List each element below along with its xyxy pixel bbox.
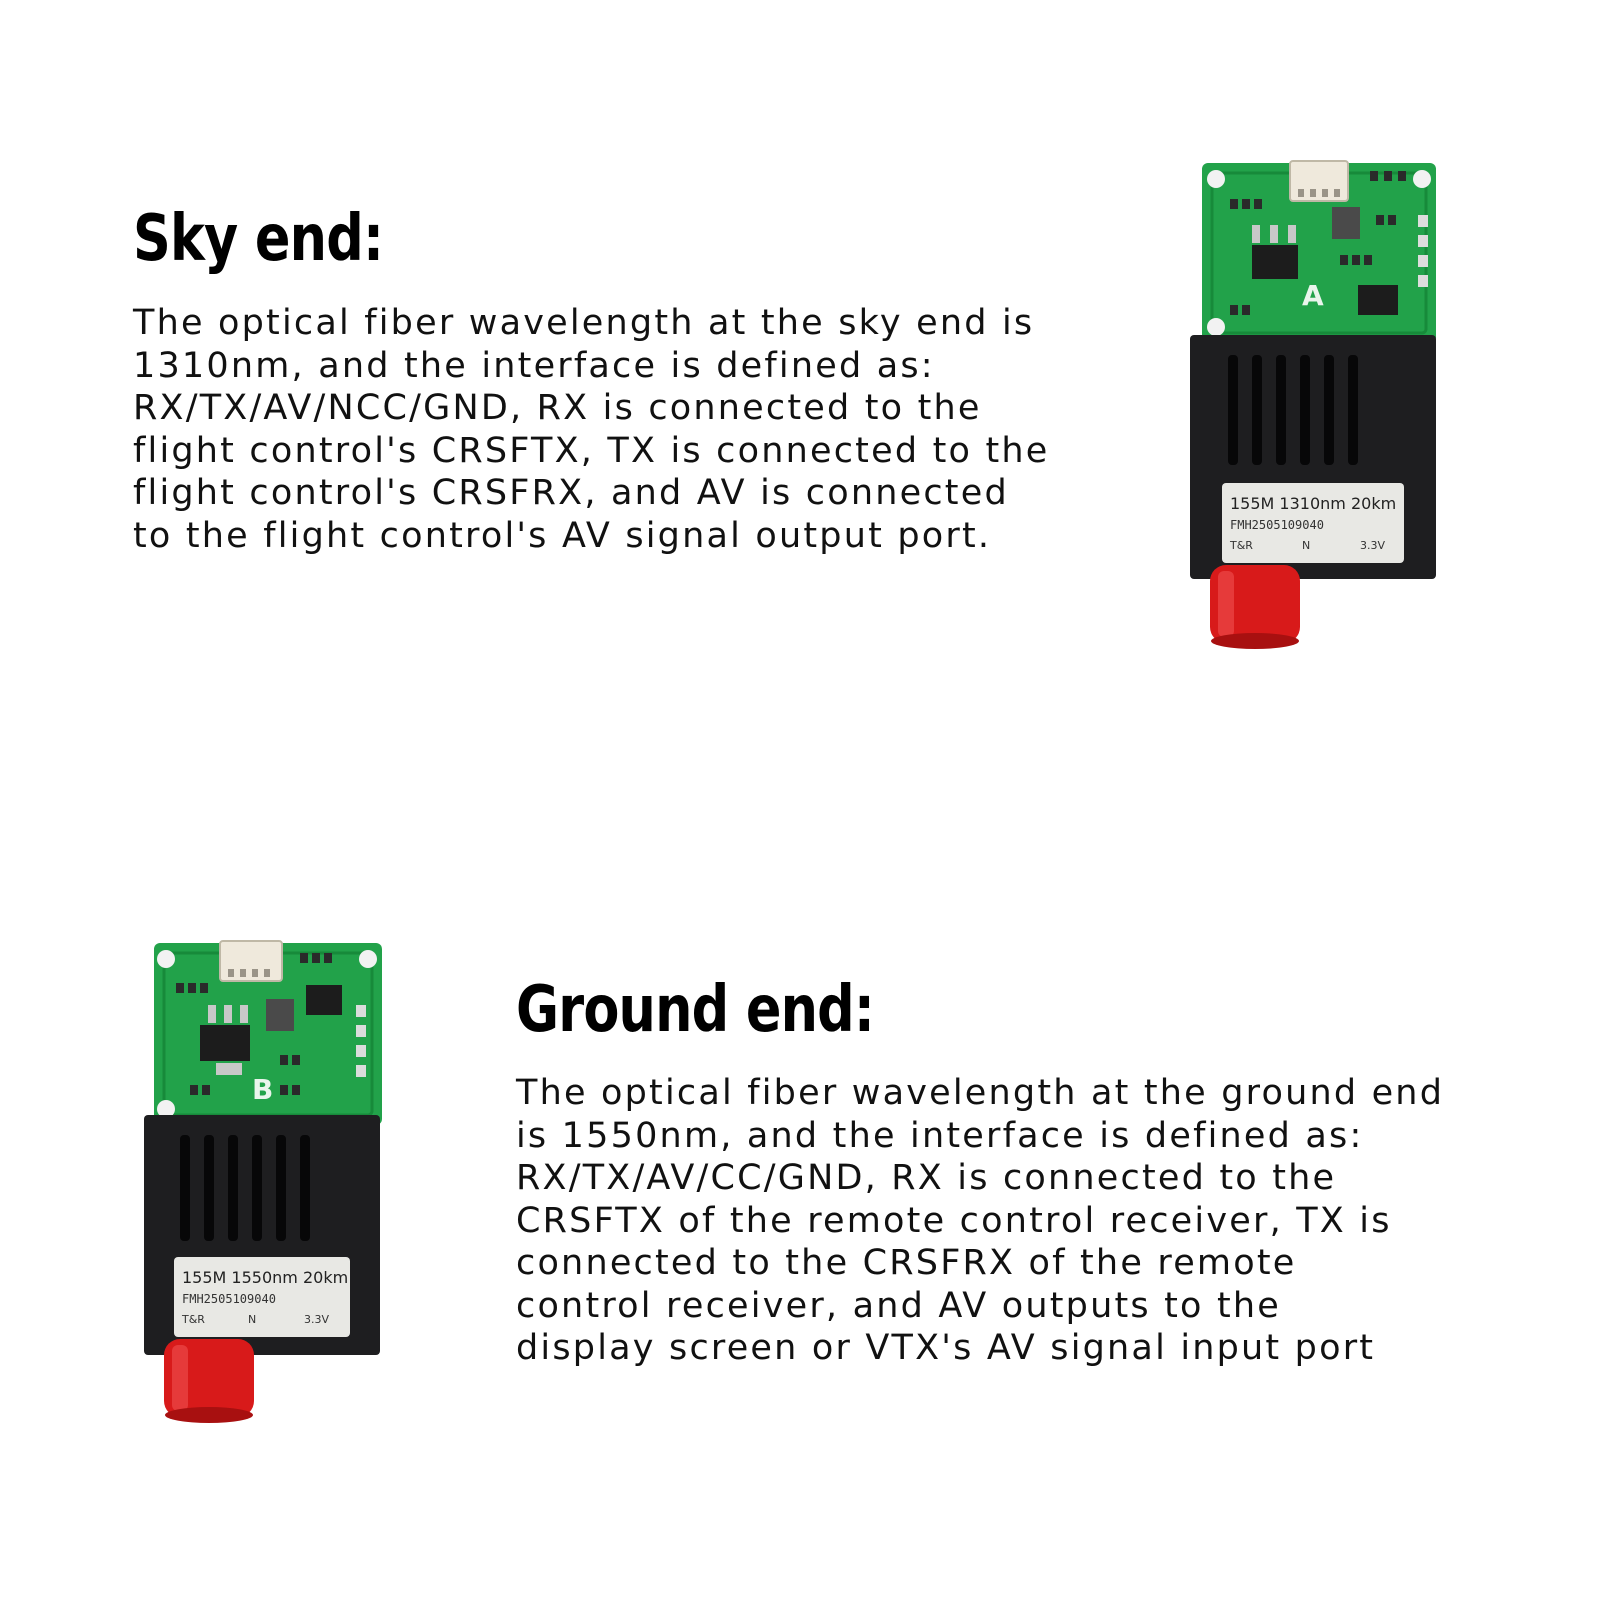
label-serial-text: FMH2505109040 bbox=[1230, 518, 1324, 532]
sky-end-heading: Sky end: bbox=[133, 202, 384, 276]
board-letter-a: A bbox=[1302, 279, 1324, 312]
label-tr-text: T&R bbox=[182, 1313, 205, 1326]
label-voltage-text: 3.3V bbox=[1360, 539, 1386, 552]
mounting-hole bbox=[1207, 170, 1225, 188]
inductor bbox=[1332, 207, 1360, 239]
inductor bbox=[266, 999, 294, 1031]
label-n-text: N bbox=[1302, 539, 1311, 552]
label-tr-text: T&R bbox=[1230, 539, 1253, 552]
label-voltage-text: 3.3V bbox=[304, 1313, 330, 1326]
ground-end-heading: Ground end: bbox=[516, 973, 875, 1047]
fiber-module-b-illustration bbox=[140, 935, 400, 1435]
chip bbox=[200, 1025, 250, 1061]
mounting-hole bbox=[359, 950, 377, 968]
label-n-text: N bbox=[248, 1313, 257, 1326]
label-spec-text: 155M 1550nm 20km bbox=[182, 1268, 349, 1287]
label-serial-text: FMH2505109040 bbox=[182, 1292, 276, 1306]
mounting-hole bbox=[1413, 170, 1431, 188]
fiber-module-a-illustration bbox=[1190, 155, 1450, 665]
sky-end-module-image bbox=[1190, 155, 1450, 665]
mounting-hole bbox=[157, 950, 175, 968]
chip bbox=[1358, 285, 1398, 315]
ground-end-description: The optical fiber wavelength at the ground end is 1550nm, and the interface is defined as: RX/TX/AV/CC/GND, RX is connected to the CRSFTX of the remote control receiver, TX is connected to the CRSFRX of the remote control receiver, and AV outputs to the display screen or VTX's AV signal input port bbox=[516, 1073, 1445, 1368]
chip bbox=[1252, 245, 1298, 279]
board-letter-b: B bbox=[252, 1073, 274, 1106]
mounting-hole bbox=[1207, 318, 1225, 336]
ground-end-module-image bbox=[140, 935, 400, 1435]
sky-end-description: The optical fiber wavelength at the sky end is 1310nm, and the interface is defined as: RX/TX/AV/NCC/GND, RX is connected to the flight control's CRSFTX, TX is connected to the flight control's CRSFRX, and AV is connected to the flight control's AV signal output port. bbox=[133, 303, 1050, 556]
label-spec-text: 155M 1310nm 20km bbox=[1230, 494, 1397, 513]
chip bbox=[306, 985, 342, 1015]
